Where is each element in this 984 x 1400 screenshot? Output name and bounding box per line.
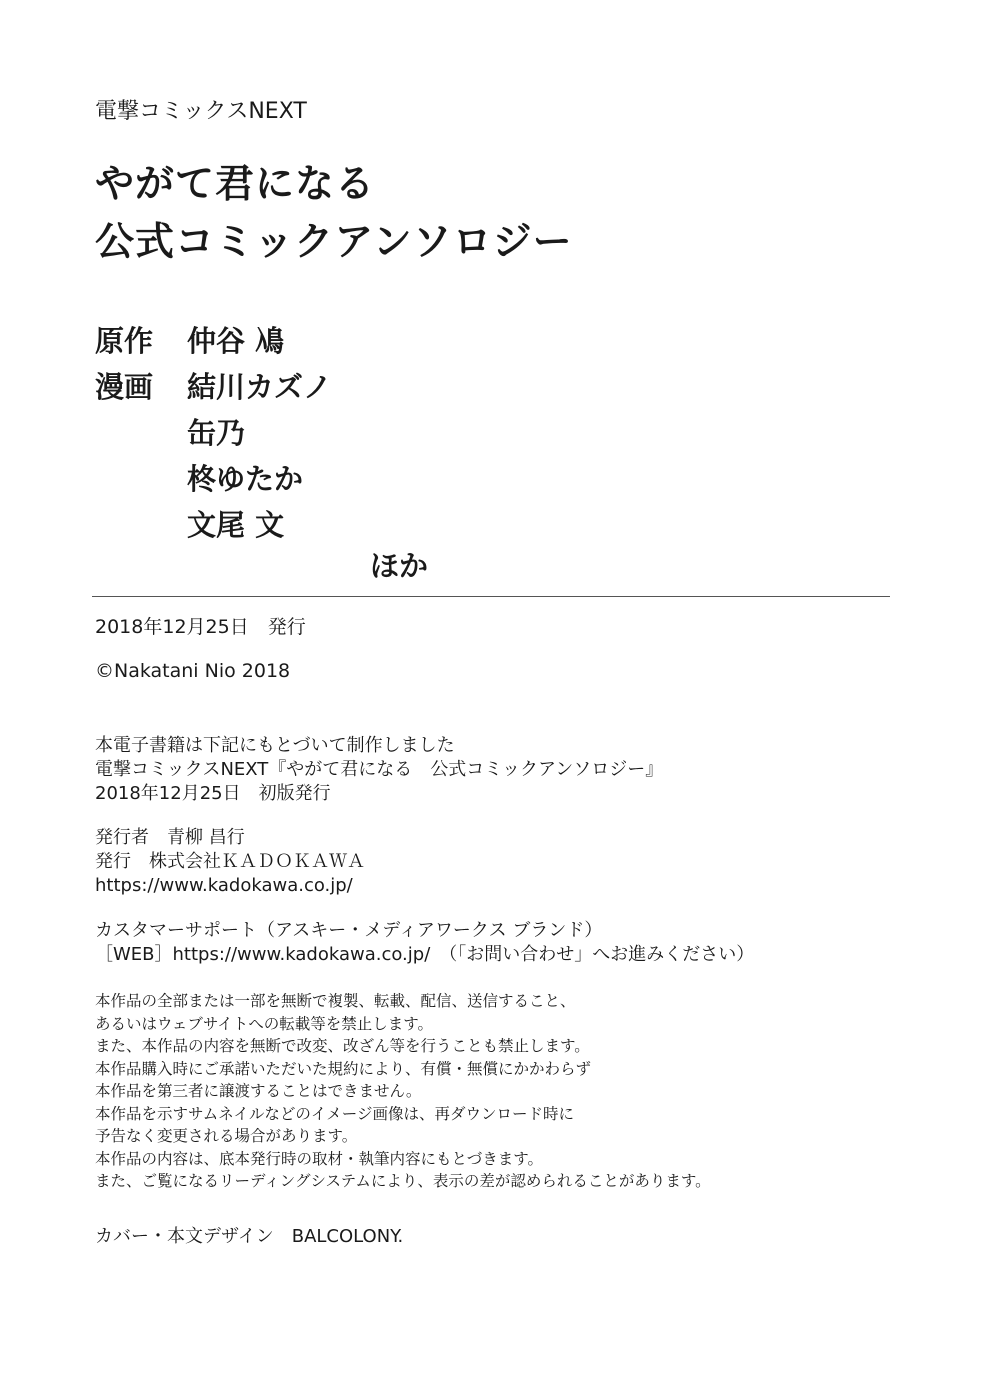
credit-name-manga: 柊ゆたか (187, 461, 304, 496)
legal-line: また、本作品の内容を無断で改変、改ざん等を行うことも禁止します。 (95, 1037, 590, 1055)
book-title (95, 156, 573, 272)
legal-notes (95, 990, 711, 1193)
publisher-line: 発行 株式会社ＫＡＤＯＫＡＷＡ (95, 851, 365, 872)
credit-role-original: 原作 (95, 323, 154, 358)
credit-name-manga: 文尾 文 (187, 507, 285, 542)
divider (92, 596, 890, 597)
credit-manga (95, 408, 332, 454)
source-line: 本電子書籍は下記にもとづいて制作しました (95, 735, 455, 756)
publisher-info (95, 826, 365, 898)
legal-line: 予告なく変更される場合があります。 (95, 1127, 358, 1145)
credit-name-manga: 缶乃 (187, 415, 246, 450)
design-credit: カバー・本文デザイン BALCOLONY. (95, 1226, 404, 1247)
legal-line: 本作品を示すサムネイルなどのイメージ画像は、再ダウンロード時に (95, 1104, 574, 1123)
source-info (95, 734, 663, 806)
publish-date: 2018年12月25日 発行 (95, 616, 306, 638)
title-line: 公式コミックアンソロジー (95, 220, 573, 265)
credit-manga (95, 362, 332, 408)
publisher-line: 発行者 青柳 昌行 (95, 827, 245, 848)
credit-manga (95, 500, 332, 546)
credit-others: ほか (370, 549, 429, 583)
legal-line: また、ご覧になるリーディングシステムにより、表示の差が認められることがあります。 (95, 1172, 711, 1190)
support-line: ［WEB］https://www.kadokawa.co.jp/ （「お問い合わせ」へお進みください） (95, 944, 755, 965)
credit-name-manga: 結川カズノ (187, 369, 333, 404)
copyright: ©Nakatani Nio 2018 (95, 660, 291, 682)
support-line: カスタマーサポート（アスキー・メディアワークス ブランド） (95, 920, 603, 941)
support-info (95, 919, 754, 967)
legal-line: 本作品の全部または一部を無断で複製、転載、配信、送信すること、 (95, 992, 576, 1010)
credit-role-manga: 漫画 (95, 369, 154, 404)
source-line: 2018年12月25日 初版発行 (95, 783, 331, 804)
credit-manga (95, 454, 332, 500)
legal-line: 本作品を第三者に譲渡することはできません。 (95, 1082, 422, 1100)
credits (95, 316, 332, 546)
legal-line: 本作品の内容は、底本発行時の取材・執筆内容にもとづきます。 (95, 1149, 543, 1168)
source-line: 電撃コミックスNEXT『やがて君になる 公式コミックアンソロジー』 (95, 759, 664, 780)
credit-original (95, 316, 332, 362)
legal-line: 本作品購入時にご承諾いただいた規約により、有償・無償にかかわらず (95, 1059, 592, 1078)
imprint-label: 電撃コミックスNEXT (95, 99, 307, 124)
title-line: やがて君になる (95, 162, 376, 207)
credit-name-original: 仲谷 鳰 (187, 323, 285, 358)
publisher-url: https://www.kadokawa.co.jp/ (95, 875, 353, 896)
legal-line: あるいはウェブサイトへの転載等を禁止します。 (95, 1014, 434, 1033)
